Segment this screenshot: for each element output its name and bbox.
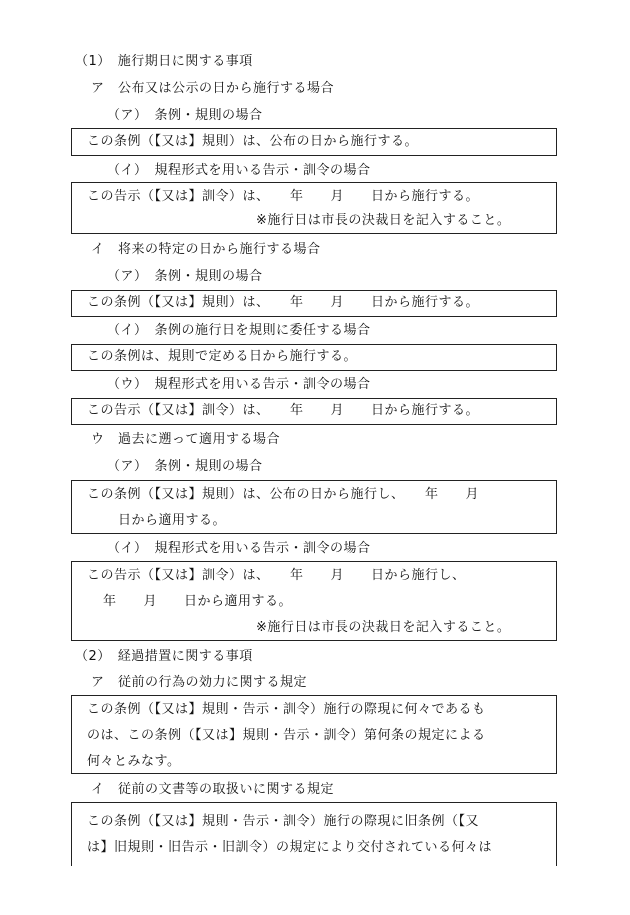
item-a1-heading: （ア） 条例・規則の場合	[107, 108, 263, 123]
example-note: ※施行日は市長の決裁日を記入すること。	[256, 213, 511, 228]
example-text: この条例（【又は】規則・告示・訓令）施行の際現に旧条例（【又	[87, 814, 480, 829]
item-c1-heading: （ア） 条例・規則の場合	[107, 459, 263, 474]
subsection-2a-heading: ア 従前の行為の効力に関する規定	[91, 675, 308, 690]
example-text: 年 月 日から適用する。	[103, 594, 293, 609]
example-box-9	[71, 802, 557, 866]
example-text: は】旧規則・旧告示・旧訓令）の規定により交付されている何々は	[87, 840, 493, 855]
example-text: のは、この条例（【又は】規則・告示・訓令）第何条の規定による	[87, 728, 486, 743]
item-c2-heading: （イ） 規程形式を用いる告示・訓令の場合	[107, 541, 371, 556]
example-text: この条例（【又は】規則）は、公布の日から施行し、 年 月	[87, 487, 480, 502]
example-box-4	[71, 344, 557, 371]
example-text: 何々とみなす。	[87, 754, 181, 769]
item-b1-heading: （ア） 条例・規則の場合	[107, 269, 263, 284]
item-b2-heading: （イ） 条例の施行日を規則に委任する場合	[107, 323, 371, 338]
subsection-c-heading: ウ 過去に遡って適用する場合	[91, 432, 281, 447]
subsection-b-heading: イ 将来の特定の日から施行する場合	[91, 242, 321, 257]
section-2-heading: （2） 経過措置に関する事項	[75, 649, 253, 664]
item-b3-heading: （ウ） 規程形式を用いる告示・訓令の場合	[107, 377, 371, 392]
example-text: 日から適用する。	[118, 513, 227, 528]
example-text: この告示（【又は】訓令）は、 年 月 日から施行する。	[87, 403, 480, 418]
section-1-heading: （1） 施行期日に関する事項	[75, 54, 253, 69]
example-box-1	[71, 128, 557, 156]
example-note: ※施行日は市長の決裁日を記入すること。	[256, 620, 511, 635]
example-box-3	[71, 290, 557, 317]
example-text: この条例（【又は】規則・告示・訓令）施行の際現に何々であるも	[87, 702, 486, 717]
example-text: この条例は、規則で定める日から施行する。	[87, 349, 358, 364]
example-box-2	[71, 182, 557, 234]
example-text: この条例（【又は】規則）は、 年 月 日から施行する。	[87, 295, 480, 310]
item-a2-heading: （イ） 規程形式を用いる告示・訓令の場合	[107, 163, 371, 178]
example-text: この告示（【又は】訓令）は、 年 月 日から施行し、	[87, 568, 466, 583]
subsection-a-heading: ア 公布又は公示の日から施行する場合	[91, 81, 335, 96]
example-box-7	[71, 561, 557, 641]
example-text: この告示（【又は】訓令）は、 年 月 日から施行する。	[87, 189, 480, 204]
example-text: この条例（【又は】規則）は、公布の日から施行する。	[87, 134, 419, 149]
example-box-8	[71, 695, 557, 774]
subsection-2b-heading: イ 従前の文書等の取扱いに関する規定	[91, 782, 335, 797]
example-box-5	[71, 398, 557, 425]
example-box-6	[71, 480, 557, 534]
